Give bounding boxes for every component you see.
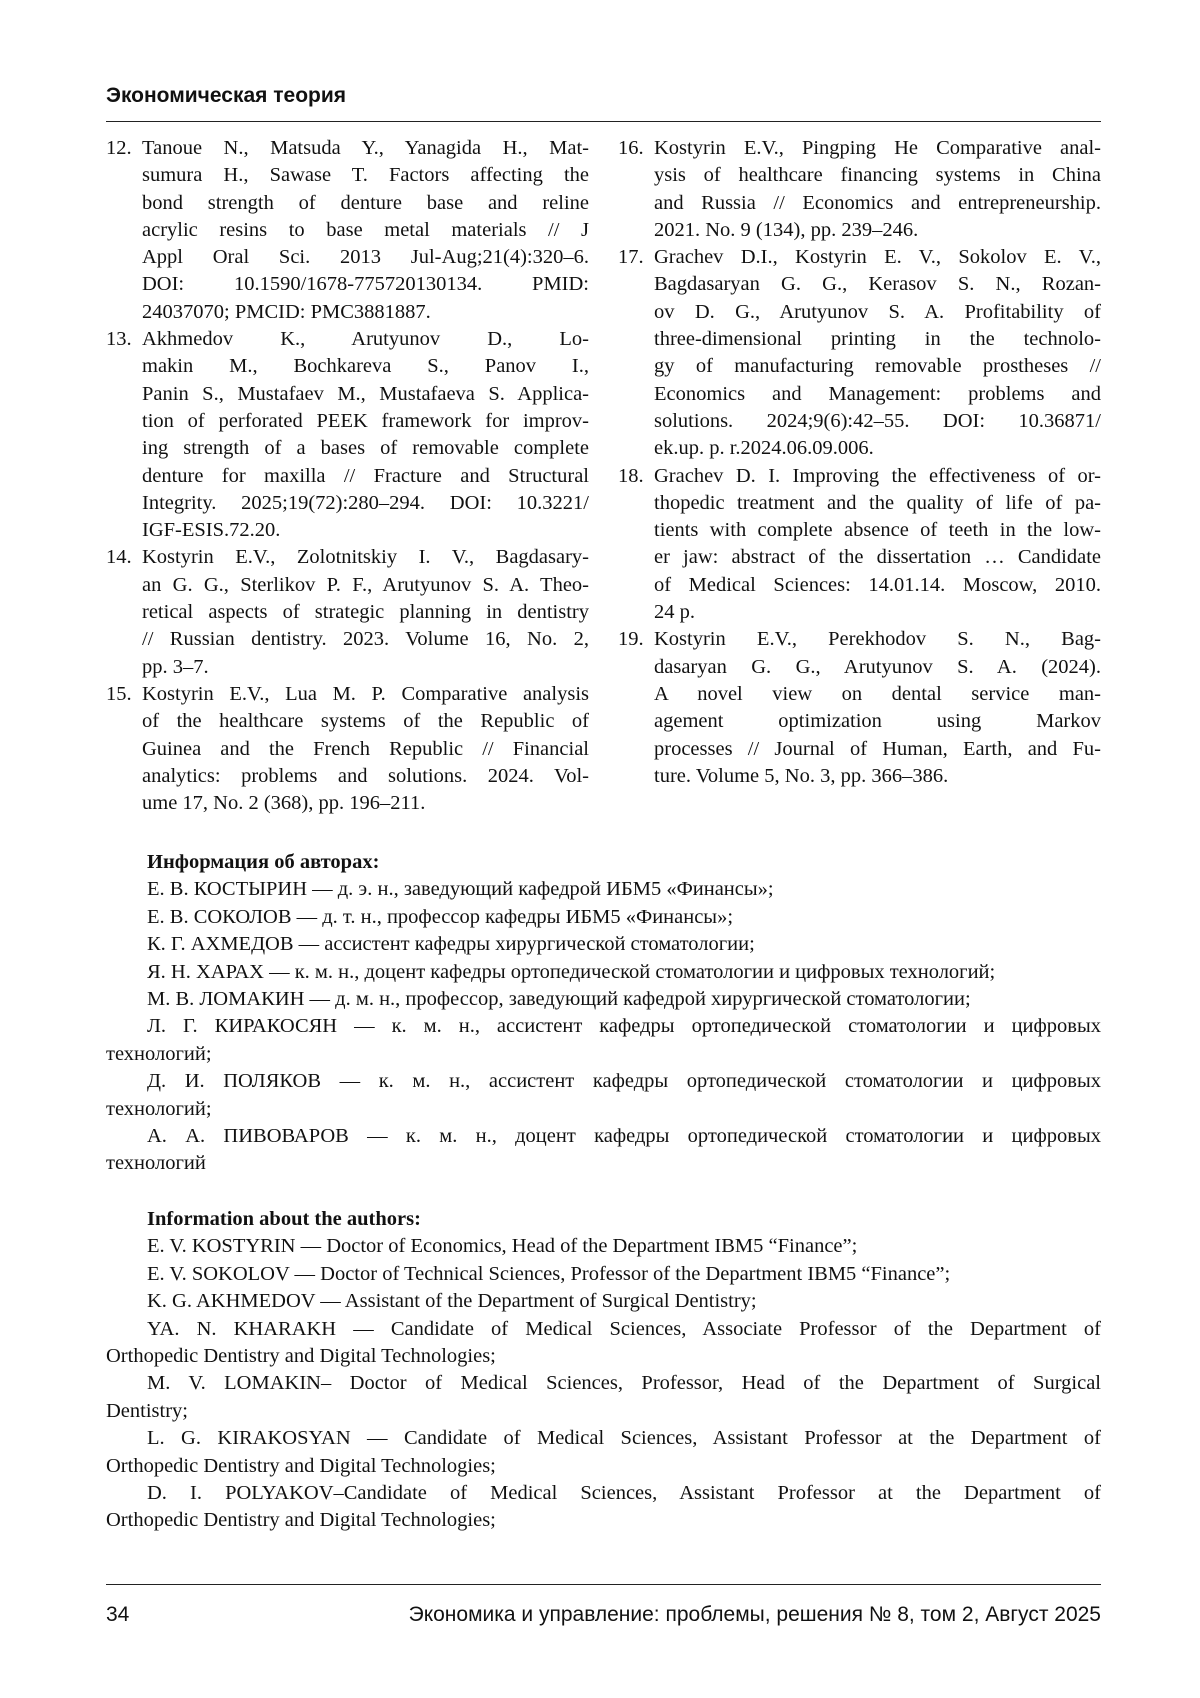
reference-item — [618, 135, 1101, 244]
reference-number: 13. — [106, 326, 132, 353]
text-line: tients with complete absence of teeth in the low- — [654, 517, 1101, 544]
author-entry — [106, 1288, 1101, 1315]
reference-number: 18. — [618, 463, 644, 490]
text-line: A novel view on dental service man- — [654, 681, 1101, 708]
text-line: А. А. ПИВОВАРОВ — к. м. н., доцент кафедры ортопедической стоматологии и цифровых — [106, 1123, 1101, 1150]
text-line: M. V. LOMAKIN– Doctor of Medical Sciences, Professor, Head of the Department of Surgical — [106, 1370, 1101, 1397]
text-line: Tanoue N., Matsuda Y., Yanagida H., Mat- — [142, 135, 589, 162]
text-line: Kostyrin E.V., Lua M. P. Comparative analysis — [142, 681, 589, 708]
text-line: K. G. AKHMEDOV — Assistant of the Department of Surgical Dentistry; — [106, 1288, 1101, 1315]
text-line: Orthopedic Dentistry and Digital Technologies; — [106, 1453, 1101, 1480]
author-entry — [106, 1123, 1101, 1178]
reference-item — [106, 135, 589, 326]
text-line: Е. В. СОКОЛОВ — д. т. н., профессор кафедры ИБМ5 «Финансы»; — [106, 904, 1101, 931]
text-line: er jaw: abstract of the dissertation … Candidate — [654, 544, 1101, 571]
text-line: of the healthcare systems of the Republic of — [142, 708, 589, 735]
text-line: Kostyrin E.V., Zolotnitskiy I. V., Bagdasary- — [142, 544, 589, 571]
text-line: Integrity. 2025;19(72):280–294. DOI: 10.3221/ — [142, 490, 589, 517]
text-line: 24 p. — [654, 599, 1101, 626]
author-entry — [106, 876, 1101, 903]
text-line: E. V. KOSTYRIN — Doctor of Economics, Head of the Department IBM5 “Finance”; — [106, 1233, 1101, 1260]
author-entry — [106, 1425, 1101, 1480]
reference-item — [106, 326, 589, 544]
text-line: IGF-ESIS.72.20. — [142, 517, 589, 544]
text-line: ov D. G., Arutyunov S. A. Profitability of — [654, 299, 1101, 326]
text-line: solutions. 2024;9(6):42–55. DOI: 10.36871/ — [654, 408, 1101, 435]
reference-number: 15. — [106, 681, 132, 708]
text-line: Е. В. КОСТЫРИН — д. э. н., заведующий кафедрой ИБМ5 «Финансы»; — [106, 876, 1101, 903]
text-line: ek.up. p. r.2024.06.09.006. — [654, 435, 1101, 462]
author-entry — [106, 959, 1101, 986]
text-line: Grachev D. I. Improving the effectiveness of or- — [654, 463, 1101, 490]
text-line: Л. Г. КИРАКОСЯН — к. м. н., ассистент кафедры ортопедической стоматологии и цифровых — [106, 1013, 1101, 1040]
reference-number: 12. — [106, 135, 132, 162]
text-line: an G. G., Sterlikov P. F., Arutyunov S. A. Theo- — [142, 572, 589, 599]
reference-item — [106, 544, 589, 680]
text-line: Akhmedov K., Arutyunov D., Lo- — [142, 326, 589, 353]
text-line: К. Г. АХМЕДОВ — ассистент кафедры хирургической стоматологии; — [106, 931, 1101, 958]
author-entry — [106, 1316, 1101, 1371]
text-line: ume 17, No. 2 (368), pp. 196–211. — [142, 790, 589, 817]
text-line: E. V. SOKOLOV — Doctor of Technical Sciences, Professor of the Department IBM5 “Finance”; — [106, 1261, 1101, 1288]
author-entry — [106, 904, 1101, 931]
text-line: технологий; — [106, 1096, 1101, 1123]
text-line: М. В. ЛОМАКИН — д. м. н., профессор, заведующий кафедрой хирургической стоматологии; — [106, 986, 1101, 1013]
text-line: Panin S., Mustafaev M., Mustafaeva S. Applica- — [142, 381, 589, 408]
text-line: 24037070; PMCID: PMC3881887. — [142, 299, 589, 326]
reference-item — [618, 244, 1101, 462]
reference-number: 16. — [618, 135, 644, 162]
references-right-column — [618, 135, 1101, 790]
authors-info-heading-ru: Информация об авторах: — [106, 849, 1101, 876]
text-line: dasaryan G. G., Arutyunov S. A. (2024). — [654, 654, 1101, 681]
text-line: // Russian dentistry. 2023. Volume 16, No. 2, — [142, 626, 589, 653]
reference-item — [618, 463, 1101, 627]
text-line: Orthopedic Dentistry and Digital Technologies; — [106, 1343, 1101, 1370]
reference-number: 19. — [618, 626, 644, 653]
text-line: Orthopedic Dentistry and Digital Technologies; — [106, 1507, 1101, 1534]
text-line: thopedic treatment and the quality of life of pa- — [654, 490, 1101, 517]
author-entry — [106, 931, 1101, 958]
text-line: Я. Н. ХАРАХ — к. м. н., доцент кафедры ортопедической стоматологии и цифровых технологий; — [106, 959, 1101, 986]
text-line: Guinea and the French Republic // Financial — [142, 736, 589, 763]
text-line: технологий; — [106, 1041, 1101, 1068]
text-line: D. I. POLYAKOV–Candidate of Medical Sciences, Assistant Professor at the Department of — [106, 1480, 1101, 1507]
author-entry — [106, 1068, 1101, 1123]
text-line: three-dimensional printing in the technolo- — [654, 326, 1101, 353]
text-line: Dentistry; — [106, 1398, 1101, 1425]
text-line: and Russia // Economics and entrepreneurship. — [654, 190, 1101, 217]
text-line: ture. Volume 5, No. 3, pp. 366–386. — [654, 763, 1101, 790]
author-entry — [106, 1233, 1101, 1260]
text-line: 2021. No. 9 (134), pp. 239–246. — [654, 217, 1101, 244]
page-number: 34 — [106, 1603, 129, 1627]
text-line: acrylic resins to base metal materials // J — [142, 217, 589, 244]
text-line: Kostyrin E.V., Pingping He Comparative anal- — [654, 135, 1101, 162]
text-line: Economics and Management: problems and — [654, 381, 1101, 408]
text-line: технологий — [106, 1150, 1101, 1177]
reference-item — [618, 626, 1101, 790]
page-footer — [106, 1603, 1101, 1627]
text-line: tion of perforated PEEK framework for improv- — [142, 408, 589, 435]
authors-info-russian — [106, 849, 1101, 1178]
footer-divider — [106, 1584, 1101, 1585]
text-line: ysis of healthcare financing systems in China — [654, 162, 1101, 189]
text-line: YA. N. KHARAKH — Candidate of Medical Sciences, Associate Professor of the Department of — [106, 1316, 1101, 1343]
text-line: Bagdasaryan G. G., Kerasov S. N., Rozan- — [654, 271, 1101, 298]
text-line: bond strength of denture base and reline — [142, 190, 589, 217]
text-line: sumura H., Sawase T. Factors affecting the — [142, 162, 589, 189]
author-entry — [106, 1261, 1101, 1288]
authors-info-heading-en: Information about the authors: — [106, 1206, 1101, 1233]
text-line: denture for maxilla // Fracture and Structural — [142, 463, 589, 490]
text-line: retical aspects of strategic planning in dentistry — [142, 599, 589, 626]
journal-info: Экономика и управление: проблемы, решения № 8, том 2, Август 2025 — [409, 1603, 1101, 1627]
text-line: pp. 3–7. — [142, 654, 589, 681]
author-entry — [106, 1480, 1101, 1535]
authors-info-english — [106, 1206, 1101, 1535]
reference-number: 17. — [618, 244, 644, 271]
references-left-column — [106, 135, 589, 817]
text-line: processes // Journal of Human, Earth, and Fu- — [654, 736, 1101, 763]
reference-number: 14. — [106, 544, 132, 571]
text-line: DOI: 10.1590/1678-775720130134. PMID: — [142, 271, 589, 298]
text-line: Appl Oral Sci. 2013 Jul-Aug;21(4):320–6. — [142, 244, 589, 271]
text-line: gy of manufacturing removable prostheses // — [654, 353, 1101, 380]
author-entry — [106, 1370, 1101, 1425]
author-entry — [106, 1013, 1101, 1068]
text-line: of Medical Sciences: 14.01.14. Moscow, 2010. — [654, 572, 1101, 599]
reference-item — [106, 681, 589, 817]
text-line: L. G. KIRAKOSYAN — Candidate of Medical Sciences, Assistant Professor at the Department of — [106, 1425, 1101, 1452]
text-line: Kostyrin E.V., Perekhodov S. N., Bag- — [654, 626, 1101, 653]
text-line: Grachev D.I., Kostyrin E. V., Sokolov E. V., — [654, 244, 1101, 271]
text-line: Д. И. ПОЛЯКОВ — к. м. н., ассистент кафедры ортопедической стоматологии и цифровых — [106, 1068, 1101, 1095]
header-divider — [106, 121, 1101, 122]
text-line: makin M., Bochkareva S., Panov I., — [142, 353, 589, 380]
text-line: analytics: problems and solutions. 2024. Vol- — [142, 763, 589, 790]
text-line: agement optimization using Markov — [654, 708, 1101, 735]
author-entry — [106, 986, 1101, 1013]
text-line: ing strength of a bases of removable complete — [142, 435, 589, 462]
section-title: Экономическая теория — [106, 84, 346, 108]
